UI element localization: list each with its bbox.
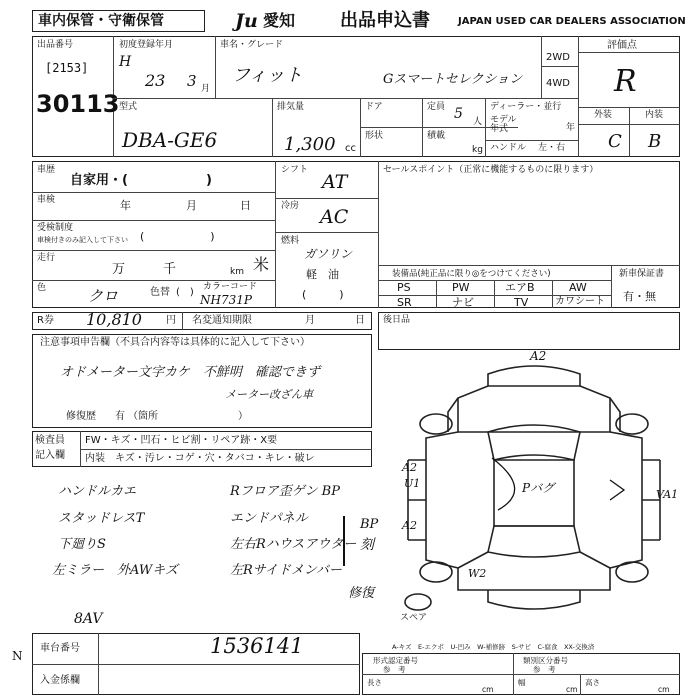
model-value: DBA-GE6 [122,128,218,152]
lot-sub-number: [2153] [45,61,89,75]
inspector-note: 刻 [360,537,374,553]
exterior-label: 外装 [594,110,613,120]
displacement-label: 排気量 [277,102,305,112]
equip-pw: PW [452,281,470,294]
color-code-label: カラーコード [203,282,258,292]
width-unit: cm [566,685,578,694]
sales-point-label: セールスポイント（正常に機能するものに限ります） [383,165,599,175]
notes-line2: メーター改ざん車 [225,388,313,401]
inspector-note: スタッドレスT [58,511,145,526]
fuel-gasoline: ガソリン [304,247,353,261]
inspector-label-1: 検査員 [35,435,65,446]
inspection-note-parens: ( ) [140,230,215,243]
equip-sr: SR [397,296,412,309]
notice-day-unit: 日 [355,315,365,326]
reception-label: 入金係欄 [40,675,80,686]
equip-tv: TV [514,296,529,309]
notice-date-label: 名変通知期限 [192,315,252,326]
handle-options: 左・右 [538,143,566,153]
class-label: 類別区分番号 [523,656,568,665]
color-change-parens: ( ) [176,287,194,298]
inspector-note: BP [360,517,379,532]
logo: Ju [235,10,258,32]
shift-label: シフト [281,165,309,175]
displacement-unit: cc [345,143,356,154]
inspector-label-2: 記入欄 [35,450,65,461]
notes-line1: オドメーター文字カケ 不鮮明 確認できず [60,365,320,380]
model-year-unit: 年 [566,123,576,133]
storage-title: 車内保管・守衛保管 [38,13,164,29]
recycle-unit: 円 [166,315,176,326]
damage-mark: A2 [402,519,417,532]
mileage-sen: 千 [163,262,177,277]
repair-label: 修復歴 [66,411,96,422]
inspector-note: 左Rサイドメンバー [230,563,342,578]
interior-grade: B [648,131,662,152]
capacity-value: 5 [454,106,463,122]
damage-mark: VA1 [656,488,679,501]
load-label: 積載 [427,131,446,141]
logo-org: 愛知 [263,11,296,30]
notice-month-unit: 月 [305,315,315,326]
inspector-row1: FW・キズ・凹石・ヒビ割・リペア跡・X要 [85,435,278,446]
inspector-row2-prefix: 内装 [85,453,105,464]
drive-2wd: 2WD [546,52,570,63]
color-value: クロ [88,287,119,305]
damage-mark: A2 [402,461,417,474]
length-unit: cm [482,685,494,694]
inspection-month-unit: 月 [186,199,197,212]
width-label: 幅 [518,678,526,687]
repair-parens: （箇所 ） [128,411,248,422]
side-mark: N [12,649,23,663]
registration-label: 初度登録年月 [119,40,174,50]
capacity-label: 定員 [427,102,446,112]
mileage-man: 万 [112,262,126,277]
note-bracket [343,516,349,566]
interior-label: 内装 [645,110,664,120]
drive-4wd: 4WD [546,78,570,89]
inspection-label: 車検 [37,195,56,205]
chassis-number: 1536141 [210,634,304,658]
equipment-label: 装備品(純正品に限り◎をつけてください) [392,269,551,279]
lot-number: 30113 [36,90,120,118]
notes-label: 注意事項申告欄（不具合内容等は具体的に記入して下さい） [40,337,310,348]
dealer-label: ディーラー・並行 [490,102,562,112]
rating-label: 評価点 [607,40,637,51]
post-install-label: 後日品 [383,315,411,325]
damage-mark: W2 [468,567,487,580]
height-label: 高さ [585,678,600,687]
handle-label: ハンドル [490,143,527,153]
spare-label: スペア [400,613,428,623]
inspector-note: 下廻りS [58,537,106,552]
inspector-note: エンドパネル [230,511,308,526]
equip-aw: AW [569,281,587,294]
registration-month-unit: 月 [201,84,211,94]
form-title: 出品申込書 [340,10,430,31]
damage-mark: U1 [404,477,421,490]
car-grade: Gスマートセレクション [383,72,523,87]
capacity-unit: 人 [473,117,483,127]
chassis-label: 車台番号 [40,643,80,654]
inspector-note: 修復 [348,586,375,601]
exterior-grade: C [608,131,622,152]
mileage-label: 走行 [37,253,56,263]
legend: A-キズ E-エクボ U-凹み W-補修跡 S-サビ C-腐食 XX-交換済 [392,643,595,651]
registration-month: 3 [187,72,197,90]
shape-label: 形状 [365,131,384,141]
cert-label: 形式認定番号 [373,656,418,665]
new-warranty-label: 新車保証書 [619,269,665,279]
damage-mark: A2 [530,349,547,363]
equip-cloth-seat: カワシート [555,296,605,307]
doors-label: ドア [365,102,383,112]
model-year-label: モデル年式 [490,115,517,134]
fuel-label: 燃料 [281,236,300,246]
history-label: 車歴 [37,165,56,175]
new-warranty-options: 有・無 [623,290,656,303]
class-ref: 参 考 [533,665,556,674]
color-code: NH731P [200,293,252,307]
recycle-label: R券 [37,315,54,326]
color-label: 色 [37,283,47,293]
car-name-label: 車名・グレード [220,40,284,50]
equip-airbag: エアB [505,281,535,294]
ac-value: AC [320,206,349,228]
inspection-day-unit: 日 [240,199,251,212]
inspection-note-sub: 車検付きのみ記入して下さい [37,236,128,244]
fuel-diesel: 軽 油 [306,268,339,281]
inspector-note: 8AV [74,611,103,627]
inspector-row2: キズ・汚レ・コゲ・穴・タバコ・キレ・破レ [115,453,315,464]
displacement-value: 1,300 [284,134,336,155]
org-english: JAPAN USED CAR DEALERS ASSOCIATION [458,16,686,27]
inspector-note: ハンドルカエ [58,484,137,499]
car-name: フィット [232,65,303,86]
inspection-year-unit: 年 [120,199,131,212]
rating-score: R [614,64,637,99]
equip-ps: PS [397,281,411,294]
inspector-note: 左ミラー 外AWキズ [52,563,178,578]
color-change-label: 色替 [150,287,170,298]
registration-era: H [119,54,132,70]
registration-year: 23 [145,71,166,90]
shift-value: AT [322,171,348,193]
model-label: 型式 [119,102,138,112]
inspector-note: 左右Rハウスアウター [230,537,357,552]
repair-has: 有 [115,411,125,422]
length-label: 長さ [367,678,382,687]
equip-navi: ナビ [452,296,474,309]
mileage-mark: 米 [253,255,270,274]
inspector-note: Rフロア歪ゲン BP [230,484,340,499]
recycle-value: 10,810 [86,310,142,329]
cert-ref: 参 考 [383,665,406,674]
history-value: 自家用・( ) [70,173,212,188]
lot-label: 出品番号 [37,40,74,50]
height-unit: cm [658,685,670,694]
ac-label: 冷房 [281,201,300,211]
load-unit: kg [472,145,483,155]
damage-mark: Pバグ [522,481,555,495]
mileage-unit: km [230,267,244,277]
inspection-note-label: 受検制度 [37,223,74,233]
fuel-parens: ( ) [302,288,344,301]
